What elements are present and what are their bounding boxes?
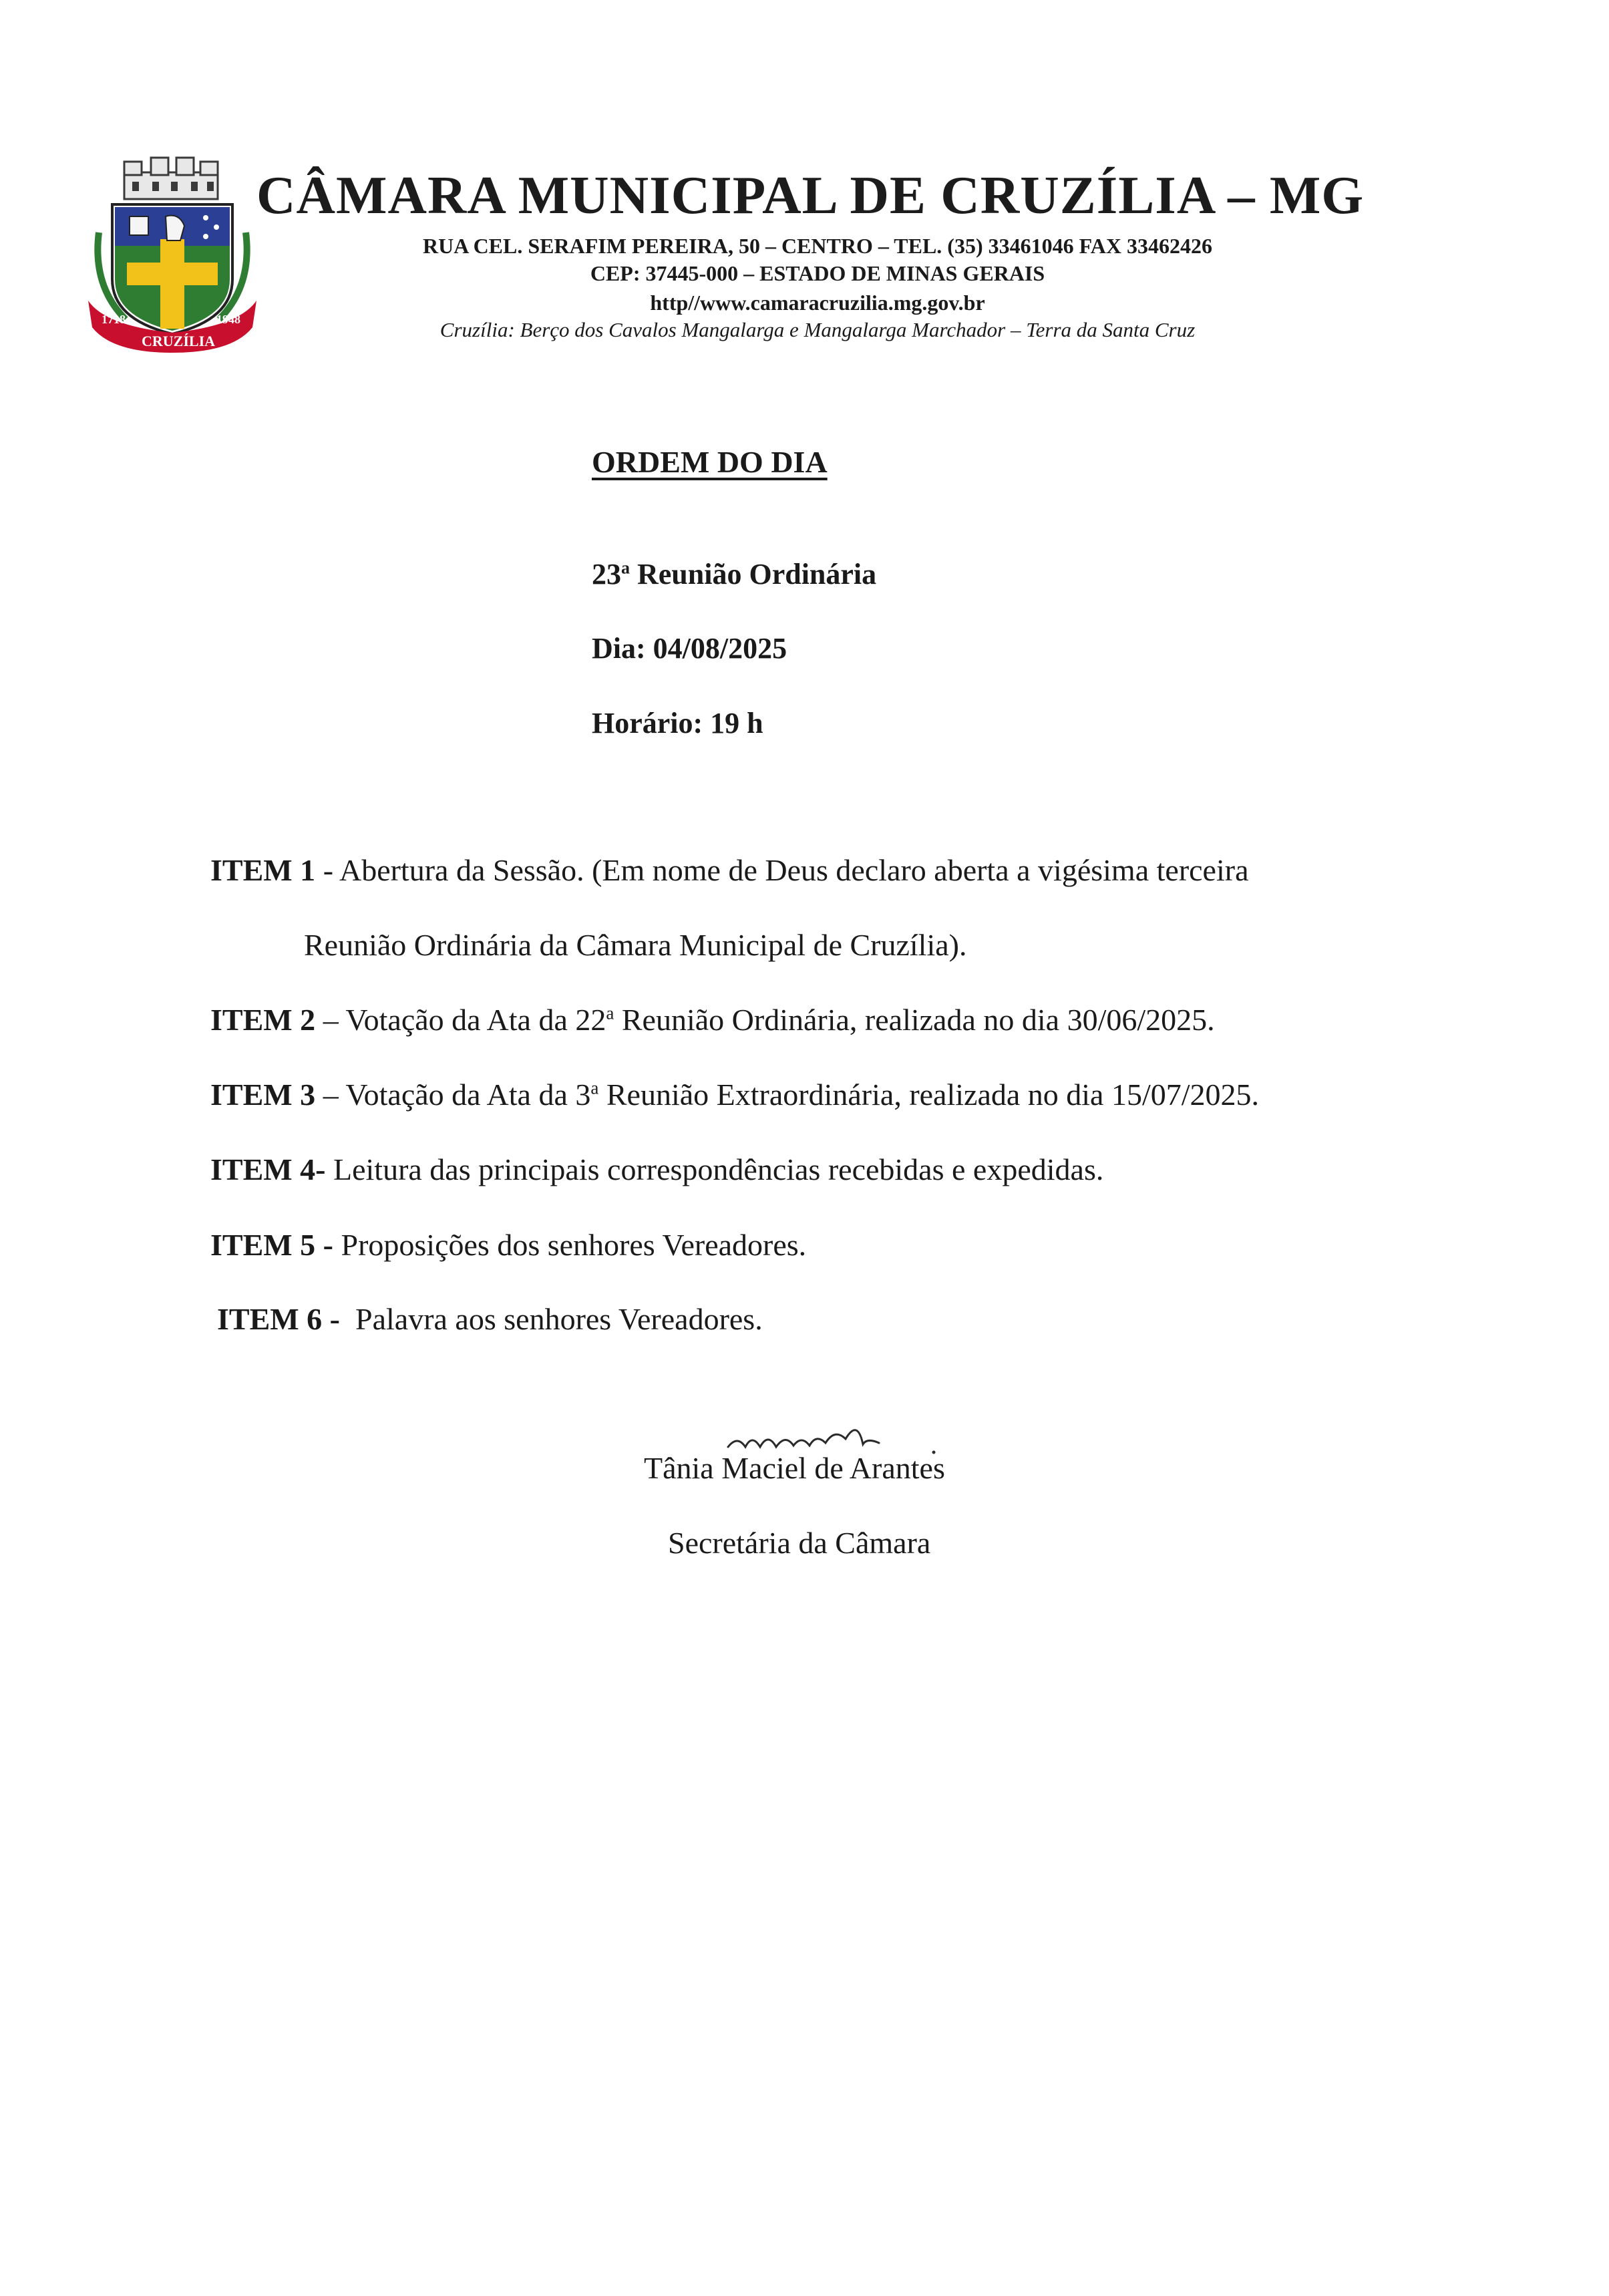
crest-year-right: 1948 [216, 313, 240, 326]
meeting-number: 23 [592, 558, 621, 591]
agenda-item-4 [210, 1132, 1406, 1207]
crest-year-left: 1718 [102, 313, 126, 326]
meeting-ordinal: a [621, 558, 630, 578]
meeting-day: Dia: 04/08/2025 [592, 632, 787, 665]
meeting-name: Reunião Ordinária [637, 558, 877, 591]
agenda-item-label: ITEM 5 - [210, 1228, 333, 1262]
institution-cep: CEP: 37445-000 – ESTADO DE MINAS GERAIS [590, 261, 1045, 285]
agenda-item-text: Palavra aos senhores Vereadores. [340, 1302, 763, 1336]
agenda-item-text: Reunião Extraordinária, realizada no dia 15/07/2025. [598, 1078, 1260, 1112]
agenda-item-text: – Votação da Ata da 22 [315, 1003, 606, 1037]
agenda-item-text: Proposições dos senhores Vereadores. [333, 1228, 807, 1262]
signatory-role: Secretária da Câmara [668, 1526, 931, 1560]
ordinal-suffix: a [590, 1078, 599, 1098]
meeting-time: Horário: 19 h [592, 707, 763, 740]
meeting-title [592, 557, 876, 591]
agenda-item-1 [210, 833, 1406, 983]
document-heading: ORDEM DO DIA [592, 445, 828, 479]
agenda-item-label: ITEM 4- [210, 1152, 326, 1186]
agenda-item-5 [210, 1208, 1406, 1283]
agenda-item-label: ITEM 1 [210, 853, 316, 887]
agenda-item-label: ITEM 6 - [217, 1302, 340, 1336]
agenda-item-text: Leitura das principais correspondências recebidas e expedidas. [325, 1152, 1104, 1186]
agenda-item-text: – Votação da Ata da 3 [315, 1078, 591, 1112]
institution-motto: Cruzília: Berço dos Cavalos Mangalarga e Mangalarga Marchador – Terra da Santa Cruz [439, 318, 1196, 341]
agenda-item-label: ITEM 3 [210, 1078, 316, 1112]
agenda-item-1-line-2: Reunião Ordinária da Câmara Municipal de Cruzília). [304, 928, 967, 962]
institution-address: RUA CEL. SERAFIM PEREIRA, 50 – CENTRO – TEL. (35) 33461046 FAX 33462426 [423, 234, 1212, 258]
agenda-item-2 [210, 983, 1406, 1057]
agenda-item-6 [217, 1282, 1413, 1357]
agenda-item-text: - Abertura da Sessão. (Em nome de Deus declaro aberta a vigésima terceira [315, 853, 1249, 887]
ordinal-suffix: a [606, 1003, 614, 1023]
agenda-item-3 [210, 1057, 1406, 1132]
agenda-item-label: ITEM 2 [210, 1003, 316, 1037]
municipal-coat-of-arms-icon [85, 152, 259, 353]
agenda-item-text: Reunião Ordinária, realizada no dia 30/06/2025. [614, 1003, 1215, 1037]
crest-ribbon-text: CRUZÍLIA [142, 333, 216, 349]
institution-website: http//www.camaracruzilia.mg.gov.br [650, 291, 985, 315]
agenda-item-1-line-1 [210, 833, 1406, 908]
signatory-name: Tânia Maciel de Arantes [644, 1451, 945, 1485]
institution-title: CÂMARA MUNICIPAL DE CRUZÍLIA – MG [256, 165, 1365, 225]
